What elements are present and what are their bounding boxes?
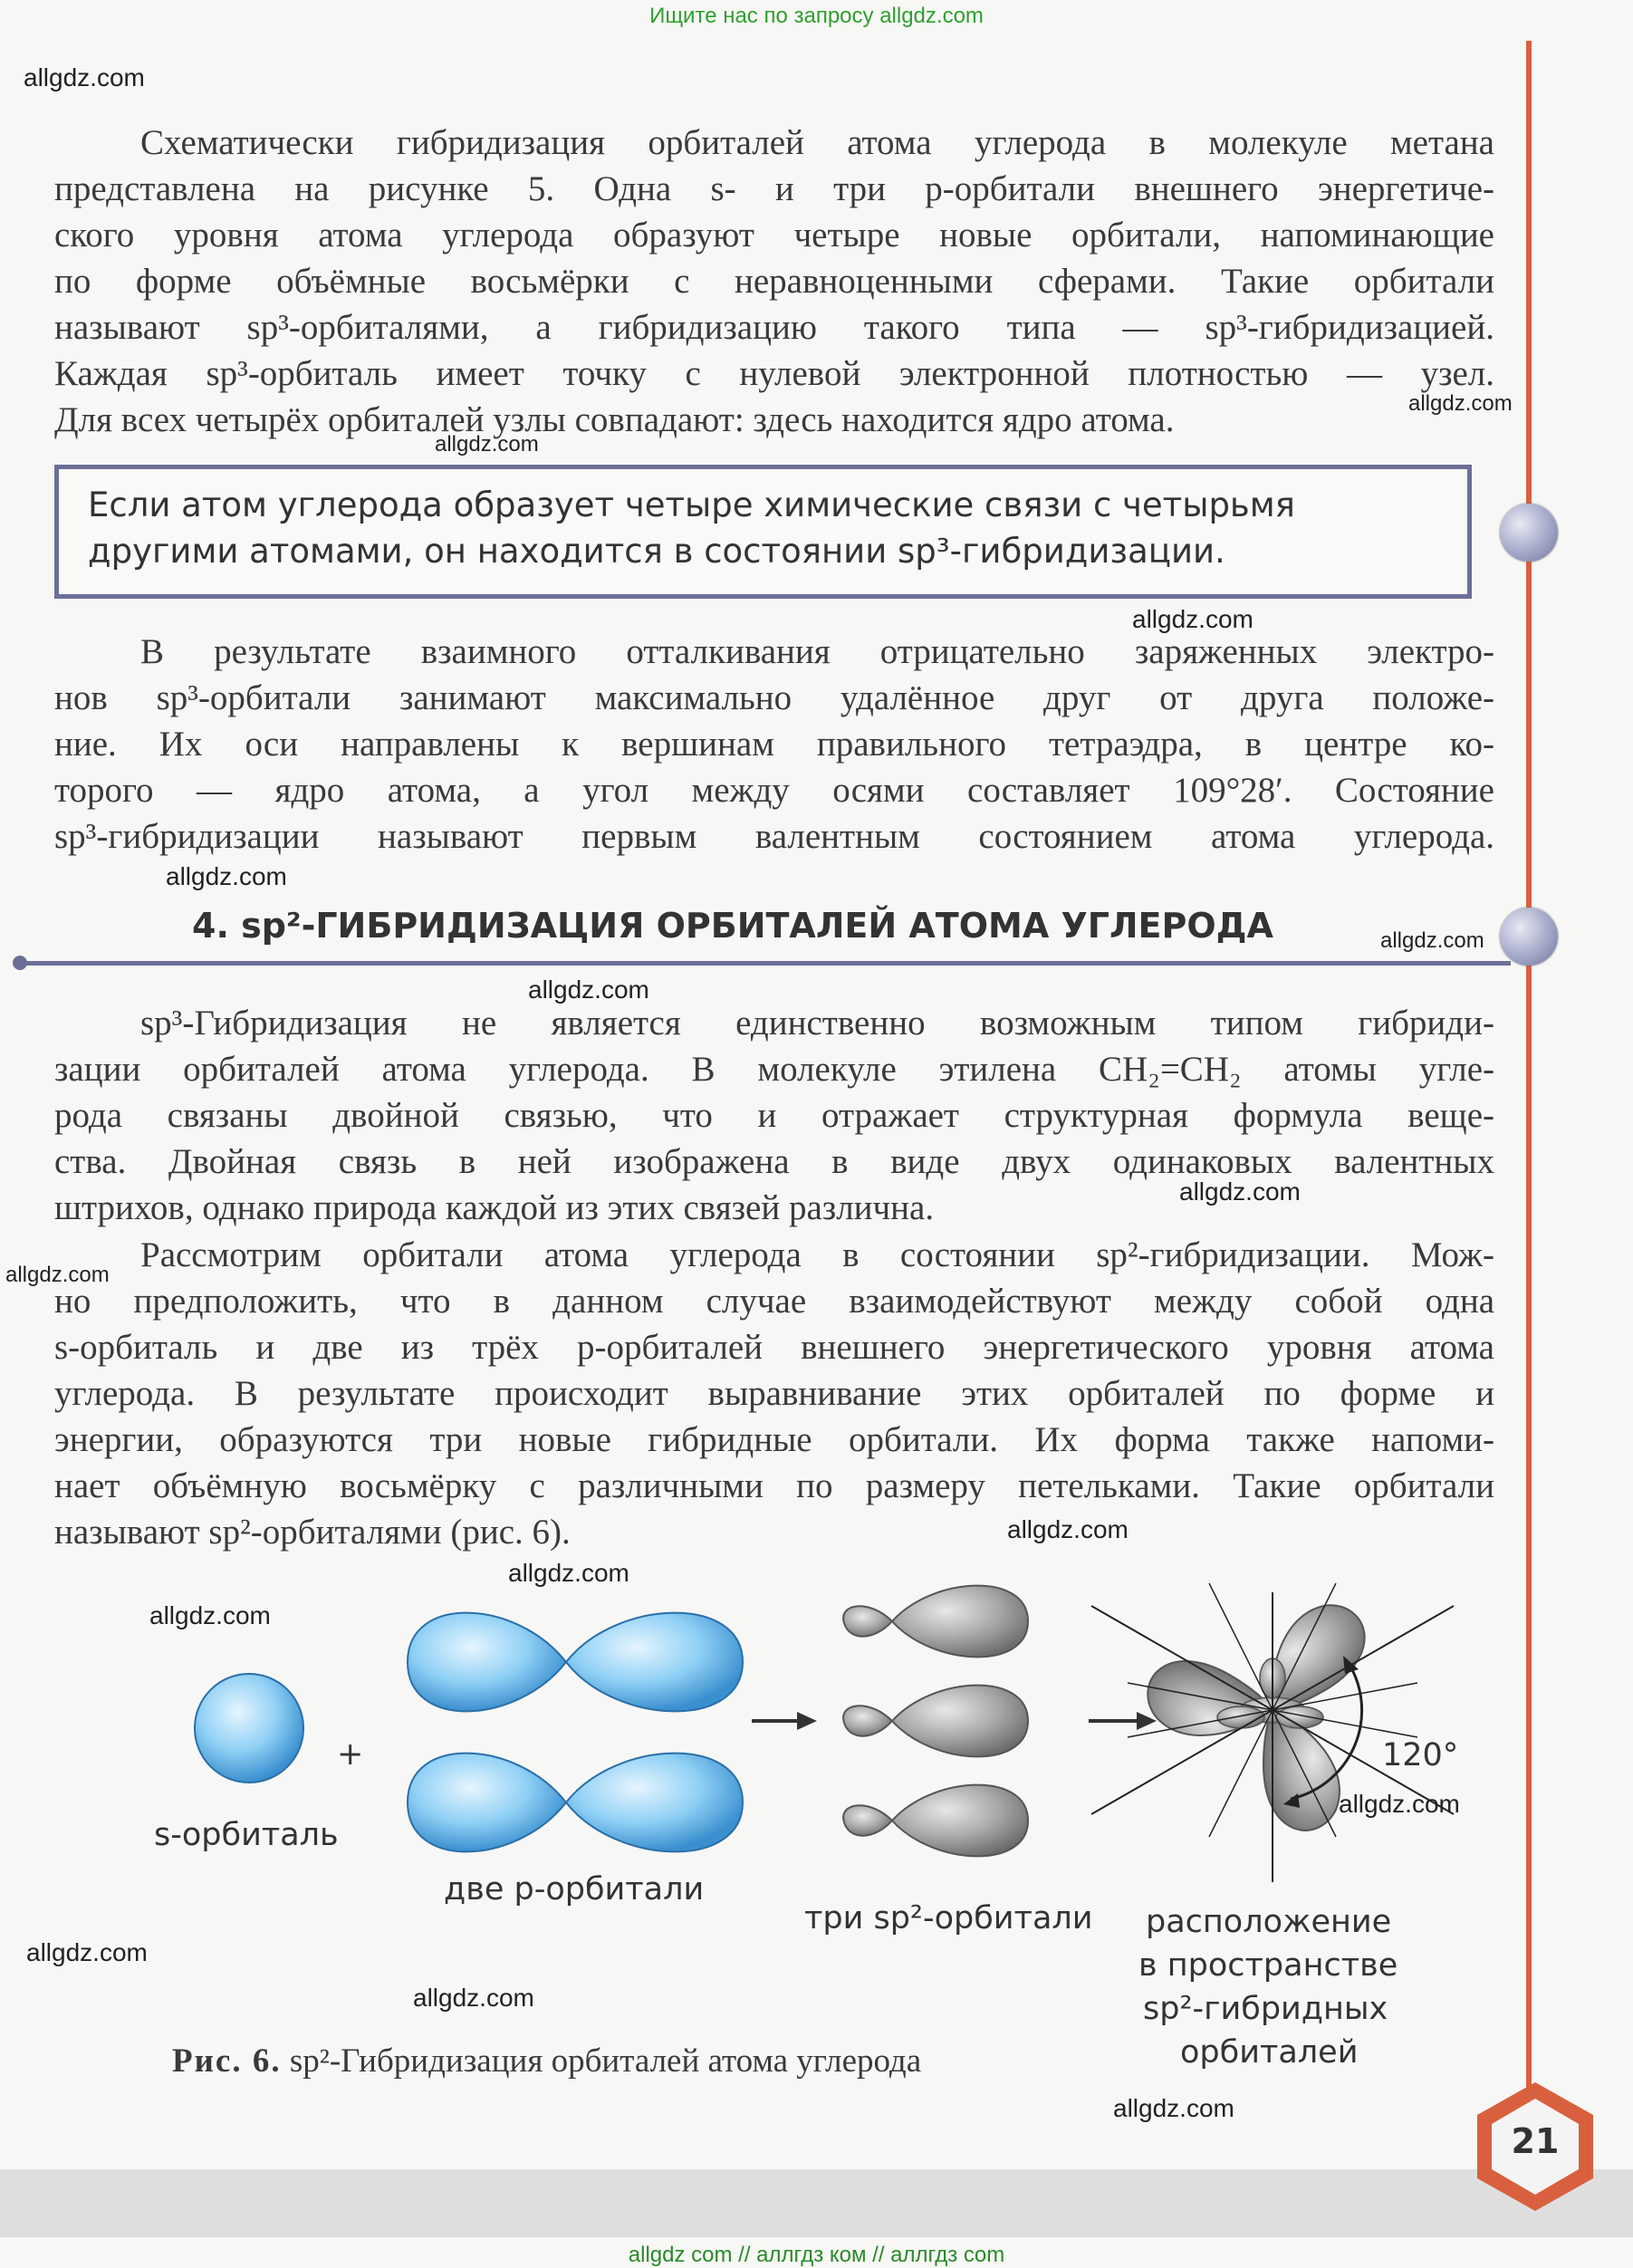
text-line: Для всех четырёх орбиталей узлы совпадают: здесь находится ядро атома. bbox=[54, 400, 1175, 439]
text-line: штрихов, однако природа каждой из этих связей различна. bbox=[54, 1188, 935, 1227]
arrow-icon bbox=[752, 1712, 817, 1730]
text-line: Схематически гибридизация орбиталей атома углерода в молекуле метана bbox=[140, 123, 1494, 162]
text-line: углерода. В результате происходит выравнивание этих орбиталей по форме и bbox=[54, 1374, 1494, 1413]
watermark[interactable]: allgdz.com bbox=[413, 1984, 534, 2012]
heading-underline-dot bbox=[13, 956, 27, 970]
text-line: рода связаны двойной связью, что и отражает структурная формула веще- bbox=[54, 1096, 1494, 1135]
text-line: Каждая sp³-орбиталь имеет точку с нулевой электронной плотностью — узел. bbox=[54, 354, 1494, 393]
top-note[interactable]: Ищите нас по запросу allgdz.com bbox=[649, 4, 984, 28]
text-line: ние. Их оси направлены к вершинам правильного тетраэдра, в центре ко- bbox=[54, 725, 1494, 764]
text-line: ского уровня атома углерода образуют четыре новые орбитали, напоминающие bbox=[54, 216, 1494, 255]
text-line: В результате взаимного отталкивания отрицательно заряженных электро- bbox=[140, 632, 1494, 671]
text-line: называют sp²-орбиталями (рис. 6). bbox=[54, 1513, 571, 1552]
heading-underline bbox=[16, 961, 1511, 966]
page-number: 21 bbox=[1511, 2121, 1560, 2161]
watermark[interactable]: allgdz.com bbox=[149, 1601, 271, 1629]
text-line: торого — ядро атома, а угол между осями составляет 109°28′. Состояние bbox=[54, 771, 1494, 810]
text-line: sp³-Гибридизация не является единственно возможным типом гибриди- bbox=[140, 1004, 1494, 1043]
margin-dot-2 bbox=[1500, 908, 1558, 966]
caption-text: sp²-Гибридизация орбиталей атома углерода bbox=[289, 2042, 922, 2080]
text-line: но предположить, что в данном случае взаимодействуют между собой одна bbox=[54, 1282, 1494, 1321]
angle-label: 120° bbox=[1382, 1737, 1459, 1773]
sp2-orbitals-label: три sp²-орбитали bbox=[804, 1900, 1093, 1936]
paragraph-sp3-state bbox=[54, 629, 1494, 860]
p-orbitals-label: две p-орбитали bbox=[444, 1871, 705, 1908]
text-line: по форме объёмные восьмёрки с неравноценными сферами. Такие орбитали bbox=[54, 262, 1494, 301]
rule-line: Если атом углерода образует четыре химические связи с четырьмя bbox=[88, 485, 1295, 524]
watermark[interactable]: allgdz.com bbox=[1408, 391, 1513, 416]
watermark[interactable]: allgdz.com bbox=[528, 975, 649, 1004]
text-line: называют sp³-орбиталями, а гибридизацию такого типа — sp³-гибридизацией. bbox=[54, 308, 1494, 347]
text-line: s-орбиталь и две из трёх p-орбиталей внешнего энергетического уровня атома bbox=[54, 1328, 1494, 1367]
sp2-orbital-2 bbox=[843, 1686, 1028, 1757]
paragraph-ethylene bbox=[54, 1000, 1494, 1231]
s-orbital-label: s-орбиталь bbox=[154, 1817, 339, 1853]
margin-dot-1 bbox=[1500, 504, 1558, 562]
text-line: энергии, образуются три новые гибридные орбитали. Их форма также напоми- bbox=[54, 1420, 1494, 1459]
paragraph-methane bbox=[54, 120, 1494, 443]
space-label-4: орбиталей bbox=[1180, 2034, 1359, 2071]
s-orbital-sphere bbox=[195, 1674, 303, 1783]
watermark[interactable]: allgdz.com bbox=[1007, 1515, 1129, 1543]
text-line: нает объёмную восьмёрку с различными по размеру петельками. Такие орбитали bbox=[54, 1466, 1494, 1505]
sp2-orbital-3 bbox=[843, 1785, 1028, 1857]
figure-caption bbox=[172, 2042, 921, 2081]
text-line: нов sp³-орбитали занимают максимально удалённое друг от друга положе- bbox=[54, 678, 1494, 717]
caption-lead: Рис. 6. bbox=[172, 2042, 282, 2080]
arrow-icon bbox=[1089, 1712, 1157, 1730]
footer-links[interactable]: allgdz com // аллгдз ком // аллгдз com bbox=[628, 2243, 1005, 2267]
p-orbital-1 bbox=[408, 1613, 743, 1712]
text-line: представлена на рисунке 5. Одна s- и три p-орбитали внешнего энергетиче- bbox=[54, 169, 1494, 208]
p-orbital-2 bbox=[408, 1754, 743, 1852]
watermark[interactable]: allgdz.com bbox=[1380, 928, 1484, 953]
space-label-2: в пространстве bbox=[1138, 1947, 1398, 1984]
watermark[interactable]: allgdz.com bbox=[24, 63, 145, 91]
watermark[interactable]: allgdz.com bbox=[1339, 1790, 1460, 1818]
text-line: ства. Двойная связь в ней изображена в виде двух одинаковых валентных bbox=[54, 1142, 1494, 1181]
watermark[interactable]: allgdz.com bbox=[1132, 605, 1254, 633]
watermark[interactable]: allgdz.com bbox=[1113, 2094, 1234, 2122]
sp2-orbital-1 bbox=[843, 1586, 1028, 1658]
sp2-trigonal-arrangement bbox=[1091, 1583, 1454, 1882]
text-line: зации орбиталей атома углерода. В молекуле этилена CH₂=CH₂ атомы угле- bbox=[54, 1050, 1494, 1089]
text-line: sp³-гибридизации называют первым валентным состоянием атома углерода. bbox=[54, 817, 1494, 856]
figure-plus-sign: + bbox=[337, 1736, 364, 1773]
watermark[interactable]: allgdz.com bbox=[26, 1938, 148, 1966]
watermark[interactable]: allgdz.com bbox=[1179, 1177, 1301, 1206]
text-line: Рассмотрим орбитали атома углерода в состоянии sp²-гибридизации. Мож- bbox=[140, 1235, 1494, 1274]
watermark[interactable]: allgdz.com bbox=[5, 1263, 110, 1287]
space-label-3: sp²-гибридных bbox=[1143, 1991, 1388, 2027]
rule-line: другими атомами, он находится в состоянии sp³-гибридизации. bbox=[88, 532, 1225, 571]
section-heading: 4. sp²-ГИБРИДИЗАЦИЯ ОРБИТАЛЕЙ АТОМА УГЛЕРОДА bbox=[192, 906, 1273, 946]
watermark[interactable]: allgdz.com bbox=[435, 432, 539, 456]
rule-box bbox=[54, 465, 1472, 599]
bottom-band bbox=[0, 2169, 1633, 2237]
space-label-1: расположение bbox=[1146, 1904, 1392, 1940]
watermark[interactable]: allgdz.com bbox=[508, 1559, 629, 1587]
watermark[interactable]: allgdz.com bbox=[166, 862, 287, 890]
paragraph-sp2 bbox=[54, 1232, 1494, 1555]
